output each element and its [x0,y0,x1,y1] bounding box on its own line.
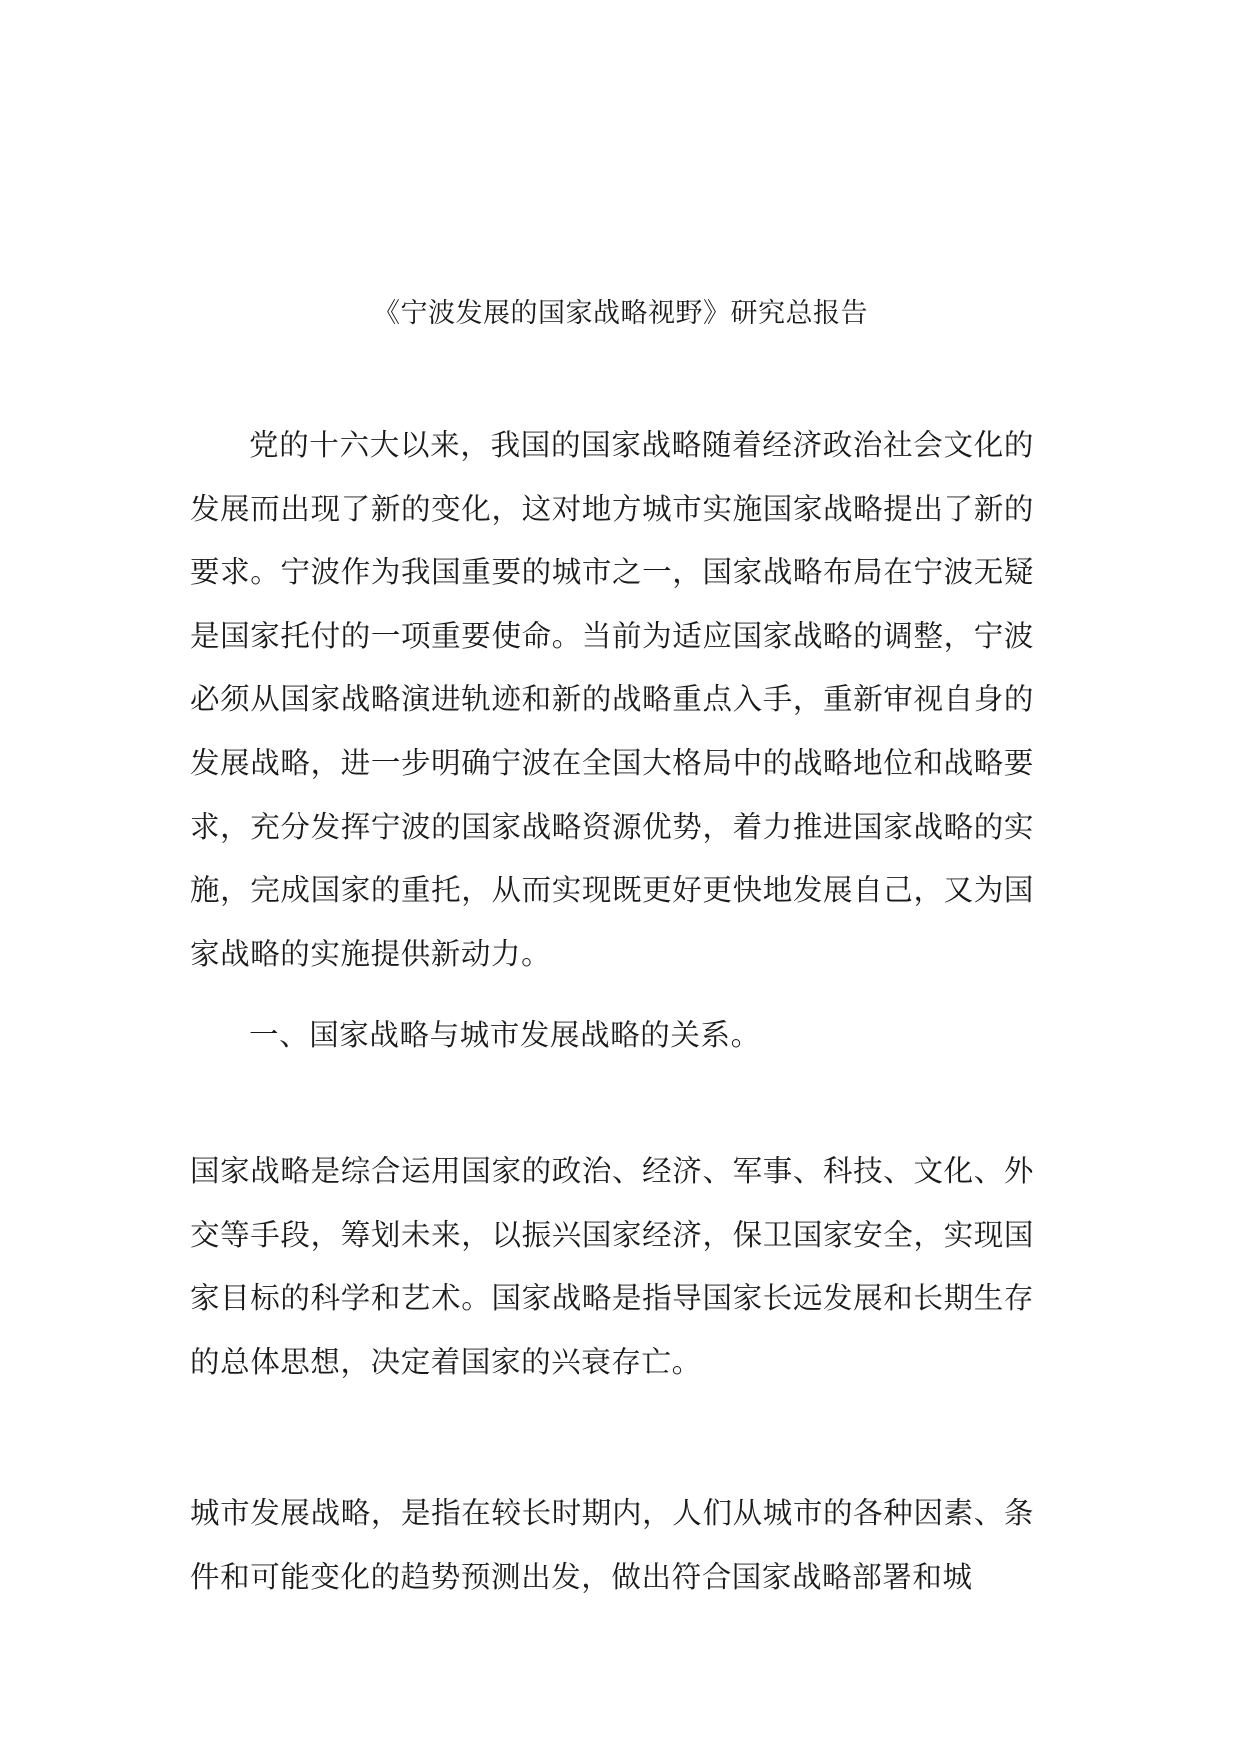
section-heading-1: 一、国家战略与城市发展战略的关系。 [249,1018,761,1052]
document-title: 《宁波发展的国家战略视野》研究总报告 [373,298,868,329]
paragraph-city-strategy: 城市发展战略，是指在较长时期内，人们从城市的各种因素、条件和可能变化的趋势预测出发，做出符合国家战略部署和城 [190,1496,1034,1594]
paragraph-intro: 党的十六大以来，我国的国家战略随着经济政治社会文化的发展而出现了新的变化，这对地方城市实施国家战略提出了新的要求。宁波作为我国重要的城市之一，国家战略布局在宁波无疑是国家托付的一项重要使命。当前为适应国家战略的调整，宁波必须从国家战略演进轨迹和新的战略重点入手，重新审视自身的发展战略，进一步明确宁波在全国大格局中的战略地位和战略要求，充分发挥宁波的国家战略资源优势，着力推进国家战略的实施，完成国家的重托，从而实现既更好更快地发展自己，又为国家战略的实施提供新动力。 [190,428,1034,971]
paragraph-national-strategy: 国家战略是综合运用国家的政治、经济、军事、科技、文化、外交等手段，筹划未来，以振兴国家经济，保卫国家安全，实现国家目标的科学和艺术。国家战略是指导国家长远发展和长期生存的总体思想，决定着国家的兴衰存亡。 [190,1154,1034,1379]
